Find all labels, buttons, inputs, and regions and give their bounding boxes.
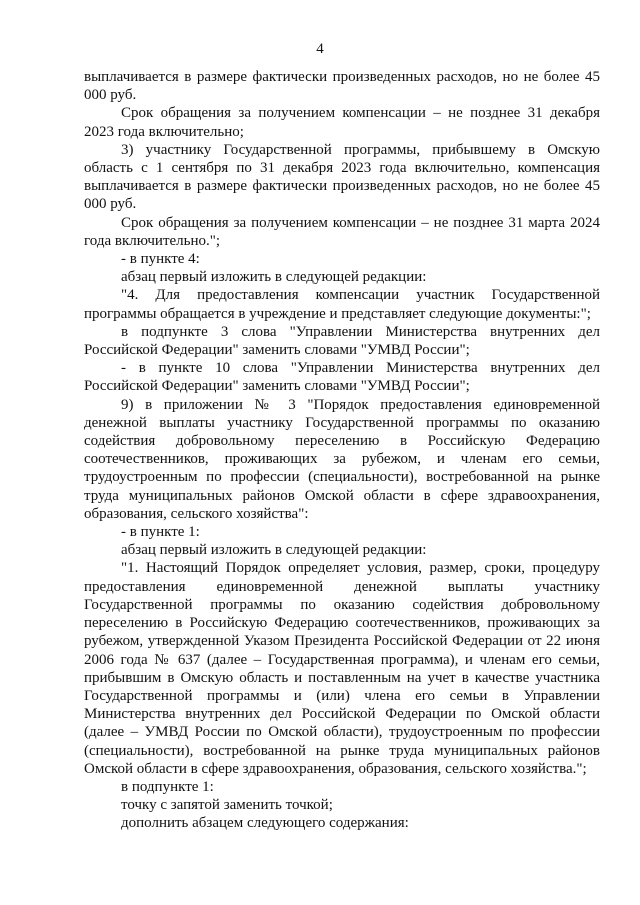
paragraph-item-3: 3) участнику Государственной программы, прибывшему в Омскую область с 1 сентября по 31 декабря 2023 года включительно, компенсация выплачивается в размере фактически произведенных расходов, но не более 45 000 руб. [84,141,600,213]
document-body [84,68,600,833]
paragraph-add-abzac: дополнить абзацем следующего содержания: [121,815,409,832]
paragraph-first-abzac: абзац первый изложить в следующей редакции: [121,269,427,286]
paragraph-continuation: выплачивается в размере фактически произведенных расходов, но не более 45 000 руб. [84,69,600,104]
paragraph-item-9: 9) в приложении № 3 "Порядок предоставления единовременной денежной выплаты участнику Государственной программы по оказанию содействия добровольному переселению в Российскую Федерацию соотечественников, проживающих за рубежом, и членам его семьи, трудоустроенным по профессии (специальности), востребованной на рынке труда муниципальных районов Омской области в сфере здравоохранения, образования, сельского хозяйства": [84,396,600,522]
paragraph-deadline-2023: Срок обращения за получением компенсации – не позднее 31 декабря 2023 года включительно; [84,105,600,140]
paragraph-point-10: - в пункте 10 слова "Управлении Министерства внутренних дел Российской Федерации" заменить словами "УМВД России"; [84,360,600,395]
paragraph-first-abzac-2: абзац первый изложить в следующей редакции: [121,542,427,559]
paragraph-subpoint-3: в подпункте 3 слова "Управлении Министерства внутренних дел Российской Федерации" заменить словами "УМВД России"; [84,323,600,359]
paragraph-subpoint-1: в подпункте 1: [121,778,214,795]
paragraph-point-4: - в пункте 4: [121,251,200,268]
paragraph-point-4-text: "4. Для предоставления компенсации участник Государственной программы обращается в учреждение и представляет следующие документы:"; [84,287,600,322]
paragraph-point-1-text: "1. Настоящий Порядок определяет условия, размер, сроки, процедуру предоставления единовременной денежной выплаты участнику Государственной программы по оказанию содействия добровольному переселению в Российскую Федерацию соотечественников, проживающих за рубежом, утвержденной Указом Президента Российской Федерации от 22 июня 2006 года № 637 (далее – Государственная программа), и членам его семьи, прибывшим в Омскую область и поставленным на учет в качестве участника Государственной программы и (или) члена его семьи в Управлении Министерства внутренних дел Российской Федерации по Омской области (далее – УМВД России по Омской области), трудоустроенным по профессии (специальности), востребованной на рынке труда муниципальных районов Омской области в сфере здравоохранения, образования, сельского хозяйства."; [84,560,600,777]
paragraph-deadline-2024: Срок обращения за получением компенсации – не позднее 31 марта 2024 года включительно."; [84,214,600,249]
paragraph-replace-semicolon: точку с запятой заменить точкой; [121,797,333,814]
page-number: 4 [316,41,324,57]
paragraph-point-1: - в пункте 1: [121,524,200,541]
